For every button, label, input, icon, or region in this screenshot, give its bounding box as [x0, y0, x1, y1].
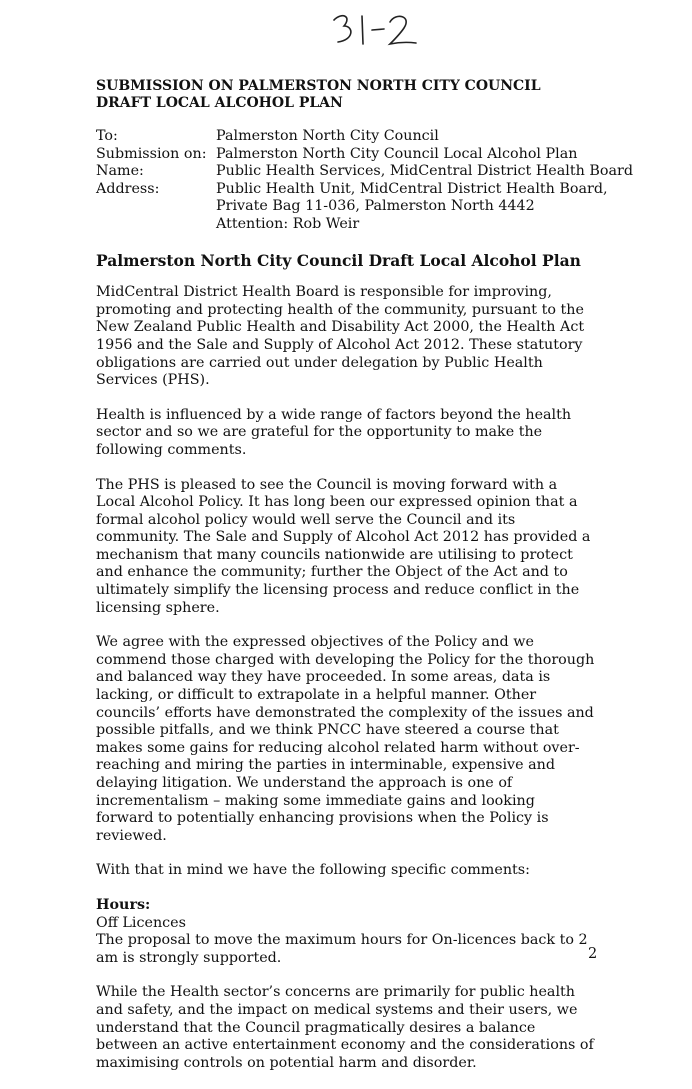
hours-subheading: Off Licences [96, 914, 186, 931]
meta-label-empty-1 [96, 198, 216, 216]
meta-value-address-line-1: Public Health Unit, MidCentral District Health Board, [216, 180, 608, 197]
hours-text: The proposal to move the maximum hours for On-licences back to 2 am is strongly supported. [96, 932, 588, 966]
paragraph-policy-support: The PHS is pleased to see the Council is moving forward with a Local Alcohol Policy. It has long been our expressed opinion that a formal alcohol policy would well serve the Council and its community. The Sale and Supply of Alcohol Act 2012 has provided a mechanism that many councils nationwide are utilising to protect and enhance the community; further the Object of the Act and to ultimately simplify the licensing process and reduce conflict in the licensing sphere. [96, 476, 591, 616]
meta-value-attention: Attention: Rob Weir [216, 215, 360, 232]
hours-section [96, 897, 596, 967]
paragraph-closing: While the Health sector’s concerns are primarily for public health and safety, and the impact on medical systems and their users, we understand that the Council pragmatically desires a balance between an active entertainment economy and the considerations of maximising controls on potential harm and disorder. [96, 984, 594, 1071]
meta-value-name: Public Health Services, MidCentral District Health Board [216, 163, 633, 180]
handwritten-page-mark [330, 10, 420, 50]
title-line-2: DRAFT LOCAL ALCOHOL PLAN [96, 95, 343, 111]
meta-label-empty-2 [96, 216, 216, 234]
meta-label-address: Address: [96, 180, 160, 197]
meta-label-name: Name: [96, 163, 144, 180]
document-title [96, 78, 596, 112]
paragraph-responsibility: MidCentral District Health Board is responsible for improving, promoting and protecting health of the community, pursuant to the New Zealand Public Health and Disability Act 2000, the Health Act 1956 and the Sale and Supply of Alcohol Act 2012. These statutory obligations are carried out under delegation by Public Health Services (PHS). [96, 284, 585, 389]
meta-value-address-line-2: Private Bag 11-036, Palmerston North 4442 [216, 198, 535, 215]
hours-heading: Hours: [96, 896, 151, 913]
meta-label-submission-on: Submission on: [96, 145, 207, 162]
meta-value-to: Palmerston North City Council [216, 128, 439, 144]
paragraph-specific-comments-intro: With that in mind we have the following specific comments: [96, 862, 530, 879]
page-number: 2 [588, 946, 598, 962]
section-heading: Palmerston North City Council Draft Local Alcohol Plan [96, 250, 581, 270]
paragraph-objectives: We agree with the expressed objectives of the Policy and we commend those charged with developing the Policy for the thorough and balanced way they have proceeded. In some areas, data is lacking, or difficult to extrapolate in a helpful manner. Other councils’ efforts have demonstrated the complexity of the issues and possible pitfalls, and we think PNCC have steered a course that makes some gains for reducing alcohol related harm without over-reaching and miring the parties in interminable, expensive and delaying litigation. We understand the approach is one of incrementalism – making some immediate gains and looking forward to potentially enhancing provisions when the Policy is reviewed. [96, 634, 595, 844]
meta-value-submission-on: Palmerston North City Council Local Alcohol Plan [216, 145, 578, 162]
paragraph-influence: Health is influenced by a wide range of factors beyond the health sector and so we are grateful for the opportunity to make the following comments. [96, 406, 572, 458]
document-page [96, 78, 633, 1089]
title-line-1: SUBMISSION ON PALMERSTON NORTH CITY COUNCIL [96, 78, 541, 94]
submission-details [96, 128, 633, 234]
meta-label-to: To: [96, 128, 118, 144]
